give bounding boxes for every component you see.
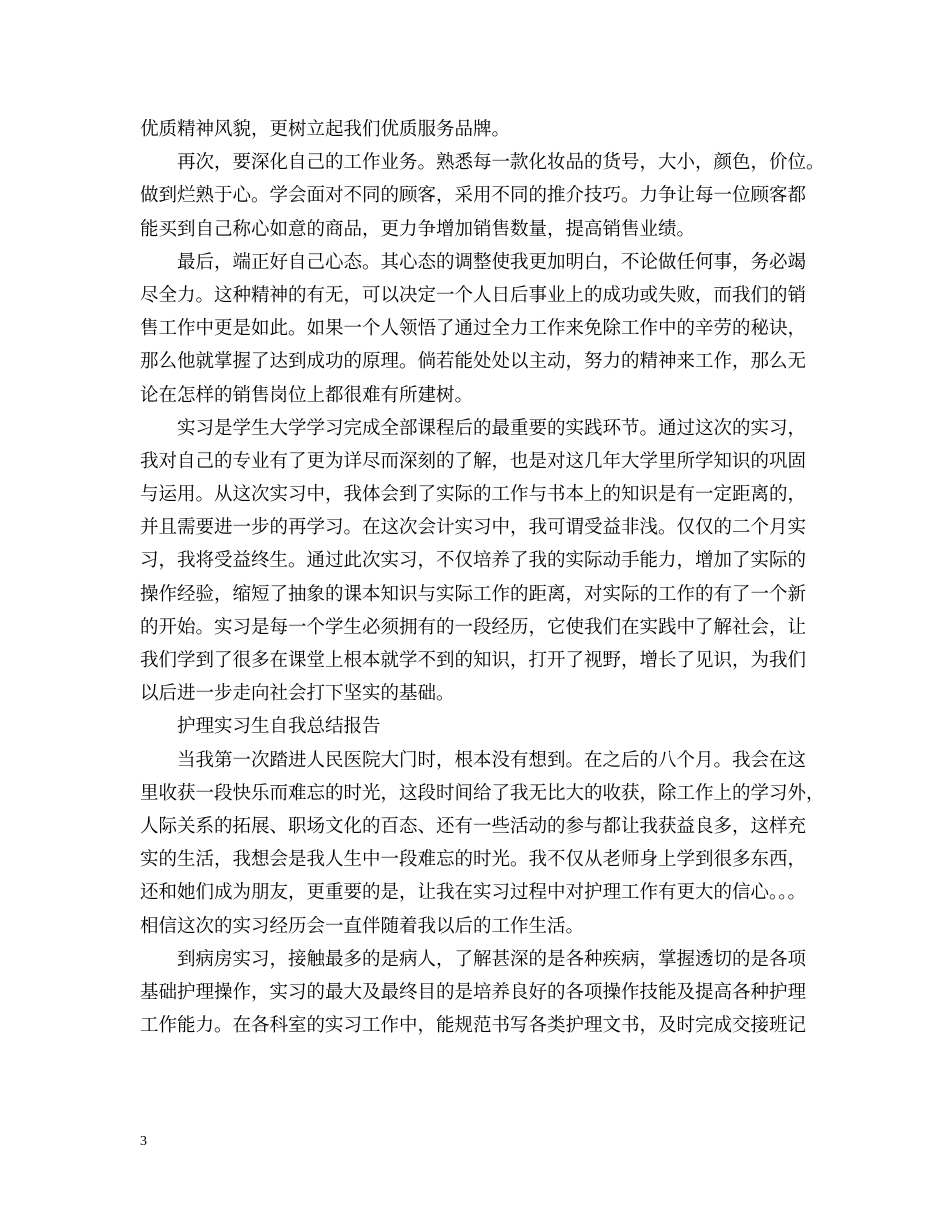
paragraph-start-line: 到病房实习，接触最多的是病人，了解甚深的是各种疾病，掌握透切的是各项 bbox=[177, 948, 807, 970]
text-line: 并且需要进一步的再学习。在这次会计实习中，我可谓受益非浅。仅仅的二个月实 bbox=[140, 517, 807, 539]
text-line: 里收获一段快乐而难忘的时光，这段时间给了我无比大的收获，除工作上的学习外， bbox=[140, 782, 825, 804]
text-line: 尽全力。这种精神的有无，可以决定一个人日后事业上的成功或失败，而我们的销 bbox=[140, 284, 807, 306]
text-line: 论在怎样的销售岗位上都很难有所建树。 bbox=[140, 384, 474, 406]
text-line: 能买到自己称心如意的商品，更力争增加销售数量，提高销售业绩。 bbox=[140, 218, 696, 240]
paragraph-start-line: 最后，端正好自己心态。其心态的调整使我更加明白，不论做任何事，务必竭 bbox=[177, 251, 807, 273]
text-line: 以后进一步走向社会打下坚实的基础。 bbox=[140, 683, 455, 705]
text-line: 还和她们成为朋友，更重要的是，让我在实习过程中对护理工作有更大的信心。。。 bbox=[140, 882, 807, 904]
text-line: 我们学到了很多在课堂上根本就学不到的知识，打开了视野，增长了见识，为我们 bbox=[140, 650, 807, 671]
text-line: 习，我将受益终生。通过此次实习，不仅培养了我的实际动手能力，增加了实际的 bbox=[140, 550, 807, 572]
paragraph-start-line: 再次，要深化自己的工作业务。熟悉每一款化妆品的货号，大小，颜色，价位。 bbox=[177, 152, 825, 174]
page-number: 3 bbox=[140, 1134, 147, 1149]
paragraph-start-line: 当我第一次踏进人民医院大门时，根本没有想到。在之后的八个月。我会在这 bbox=[177, 749, 807, 771]
text-line: 工作能力。在各科室的实习工作中，能规范书写各类护理文书，及时完成交接班记 bbox=[140, 1015, 807, 1037]
text-line: 的开始。实习是每一个学生必须拥有的一段经历，它使我们在实践中了解社会，让 bbox=[140, 616, 807, 638]
section-heading: 护理实习生自我总结报告 bbox=[177, 716, 381, 738]
text-line: 那么他就掌握了达到成功的原理。倘若能处处以主动，努力的精神来工作，那么无 bbox=[140, 351, 807, 373]
text-line: 我对自己的专业有了更为详尽而深刻的了解，也是对这几年大学里所学知识的巩固 bbox=[140, 450, 807, 472]
body-text bbox=[140, 113, 830, 1042]
text-line: 相信这次的实习经历会一直伴随着我以后的工作生活。 bbox=[140, 915, 585, 937]
text-line: 与运用。从这次实习中，我体会到了实际的工作与书本上的知识是有一定距离的， bbox=[140, 484, 807, 506]
text-line: 实的生活，我想会是我人生中一段难忘的时光。我不仅从老师身上学到很多东西， bbox=[140, 849, 807, 871]
text-line: 售工作中更是如此。如果一个人领悟了通过全力工作来免除工作中的辛劳的秘诀， bbox=[140, 318, 807, 340]
text-line: 基础护理操作，实习的最大及最终目的是培养良好的各项操作技能及提高各种护理 bbox=[140, 981, 807, 1003]
text-line: 人际关系的拓展、职场文化的百态、还有一些活动的参与都让我获益良多，这样充 bbox=[140, 815, 807, 837]
text-line: 优质精神风貌，更树立起我们优质服务品牌。 bbox=[140, 119, 511, 140]
text-line: 做到烂熟于心。学会面对不同的顾客，采用不同的推介技巧。力争让每一位顾客都 bbox=[140, 185, 807, 207]
text-line: 操作经验，缩短了抽象的课本知识与实际工作的距离，对实际的工作的有了一个新 bbox=[140, 583, 807, 605]
paragraph-start-line: 实习是学生大学学习完成全部课程后的最重要的实践环节。通过这次的实习， bbox=[177, 417, 807, 439]
